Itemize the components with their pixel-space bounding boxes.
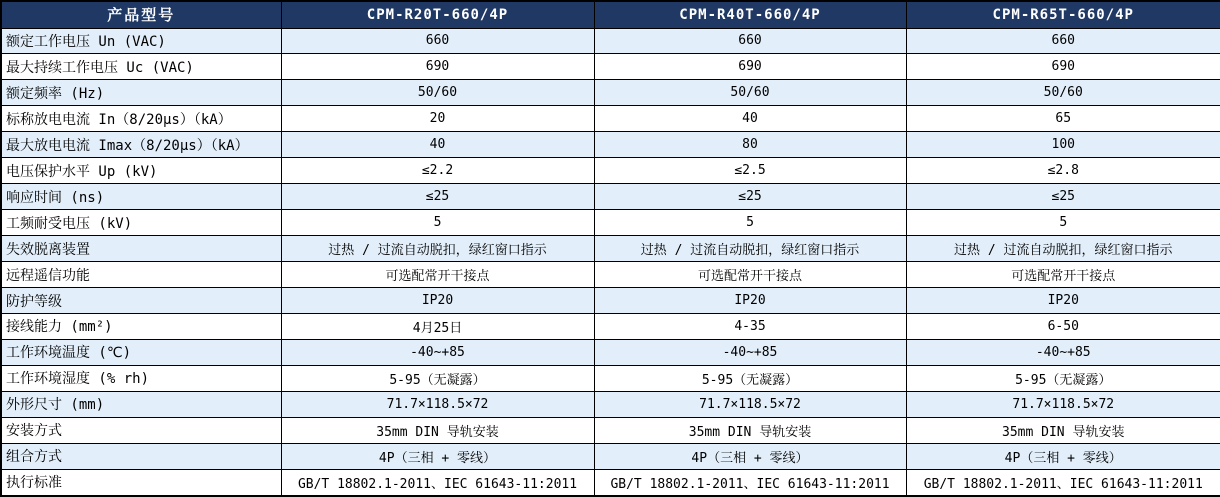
row-label: 电压保护水平 Up (kV) (1, 158, 281, 184)
row-value: 5-95（无凝露） (281, 365, 594, 391)
spec-row (1, 443, 1220, 469)
row-value: 80 (594, 132, 906, 158)
row-value: 40 (281, 132, 594, 158)
header-model-cpm-r65t: CPM-R65T-660/4P (906, 1, 1220, 28)
spec-table-body (1, 28, 1220, 496)
row-label: 标称放电电流 In（8/20μs）（kA） (1, 106, 281, 132)
row-value: 71.7×118.5×72 (281, 391, 594, 417)
spec-row (1, 288, 1220, 314)
row-value: IP20 (594, 288, 906, 314)
row-value: 5 (594, 210, 906, 236)
row-value: 可选配常开干接点 (594, 262, 906, 288)
row-value: -40~+85 (281, 339, 594, 365)
row-label: 额定工作电压 Un (VAC) (1, 28, 281, 54)
row-value: GB/T 18802.1-2011、IEC 61643-11:2011 (594, 469, 906, 496)
row-value: 5 (281, 210, 594, 236)
row-label: 防护等级 (1, 288, 281, 314)
row-label: 远程遥信功能 (1, 262, 281, 288)
row-value: 5 (906, 210, 1220, 236)
row-value: 4P（三相 + 零线） (594, 443, 906, 469)
row-value: IP20 (281, 288, 594, 314)
row-value: 35mm DIN 导轨安装 (906, 417, 1220, 443)
row-value: 4P（三相 + 零线） (906, 443, 1220, 469)
spec-row (1, 469, 1220, 496)
row-label: 失效脱离装置 (1, 236, 281, 262)
row-value: 40 (594, 106, 906, 132)
row-label: 外形尺寸 (mm) (1, 391, 281, 417)
row-label: 最大放电电流 Imax（8/20μs）（kA） (1, 132, 281, 158)
row-value: -40~+85 (594, 339, 906, 365)
row-value: 65 (906, 106, 1220, 132)
row-value: ≤2.8 (906, 158, 1220, 184)
spec-row (1, 184, 1220, 210)
spec-row (1, 54, 1220, 80)
row-label: 组合方式 (1, 443, 281, 469)
row-value: ≤25 (594, 184, 906, 210)
row-value: 6-50 (906, 313, 1220, 339)
spec-row (1, 158, 1220, 184)
row-value: 20 (281, 106, 594, 132)
row-label: 工作环境湿度 (% rh) (1, 365, 281, 391)
header-model-cpm-r20t: CPM-R20T-660/4P (281, 1, 594, 28)
spec-row (1, 210, 1220, 236)
spec-row (1, 365, 1220, 391)
row-value: ≤25 (281, 184, 594, 210)
row-value: 35mm DIN 导轨安装 (594, 417, 906, 443)
row-value: 690 (594, 54, 906, 80)
row-value: 50/60 (281, 80, 594, 106)
row-label: 响应时间 (ns) (1, 184, 281, 210)
row-value: IP20 (906, 288, 1220, 314)
row-value: -40~+85 (906, 339, 1220, 365)
row-value: 35mm DIN 导轨安装 (281, 417, 594, 443)
row-value: 660 (906, 28, 1220, 54)
row-value: 过热 / 过流自动脱扣，绿红窗口指示 (594, 236, 906, 262)
row-value: GB/T 18802.1-2011、IEC 61643-11:2011 (906, 469, 1220, 496)
row-value: 4月25日 (281, 313, 594, 339)
spec-row (1, 262, 1220, 288)
header-product-model-label: 产品型号 (1, 1, 281, 28)
row-value: 50/60 (906, 80, 1220, 106)
row-value: 660 (281, 28, 594, 54)
row-value: 660 (594, 28, 906, 54)
row-value: 5-95（无凝露） (906, 365, 1220, 391)
row-label: 接线能力 (mm²) (1, 313, 281, 339)
row-value: 可选配常开干接点 (281, 262, 594, 288)
row-value: 71.7×118.5×72 (906, 391, 1220, 417)
spec-row (1, 80, 1220, 106)
row-label: 安装方式 (1, 417, 281, 443)
row-value: 4P（三相 + 零线） (281, 443, 594, 469)
spec-row (1, 339, 1220, 365)
row-value: 690 (281, 54, 594, 80)
row-label: 最大持续工作电压 Uc (VAC) (1, 54, 281, 80)
spec-row (1, 132, 1220, 158)
row-label: 工频耐受电压 (kV) (1, 210, 281, 236)
spec-row (1, 391, 1220, 417)
row-value: 过热 / 过流自动脱扣，绿红窗口指示 (906, 236, 1220, 262)
spec-row (1, 313, 1220, 339)
row-value: ≤25 (906, 184, 1220, 210)
row-value: 50/60 (594, 80, 906, 106)
row-value: 过热 / 过流自动脱扣，绿红窗口指示 (281, 236, 594, 262)
row-value: 5-95（无凝露） (594, 365, 906, 391)
spec-row (1, 236, 1220, 262)
row-value: ≤2.2 (281, 158, 594, 184)
header-row (1, 1, 1220, 28)
row-value: 4-35 (594, 313, 906, 339)
header-model-cpm-r40t: CPM-R40T-660/4P (594, 1, 906, 28)
spec-row (1, 417, 1220, 443)
row-value: ≤2.5 (594, 158, 906, 184)
row-value: 71.7×118.5×72 (594, 391, 906, 417)
row-value: GB/T 18802.1-2011、IEC 61643-11:2011 (281, 469, 594, 496)
spec-row (1, 28, 1220, 54)
row-label: 额定频率 (Hz) (1, 80, 281, 106)
spec-row (1, 106, 1220, 132)
row-value: 可选配常开干接点 (906, 262, 1220, 288)
row-value: 690 (906, 54, 1220, 80)
row-label: 执行标准 (1, 469, 281, 496)
row-value: 100 (906, 132, 1220, 158)
row-label: 工作环境温度 (℃) (1, 339, 281, 365)
